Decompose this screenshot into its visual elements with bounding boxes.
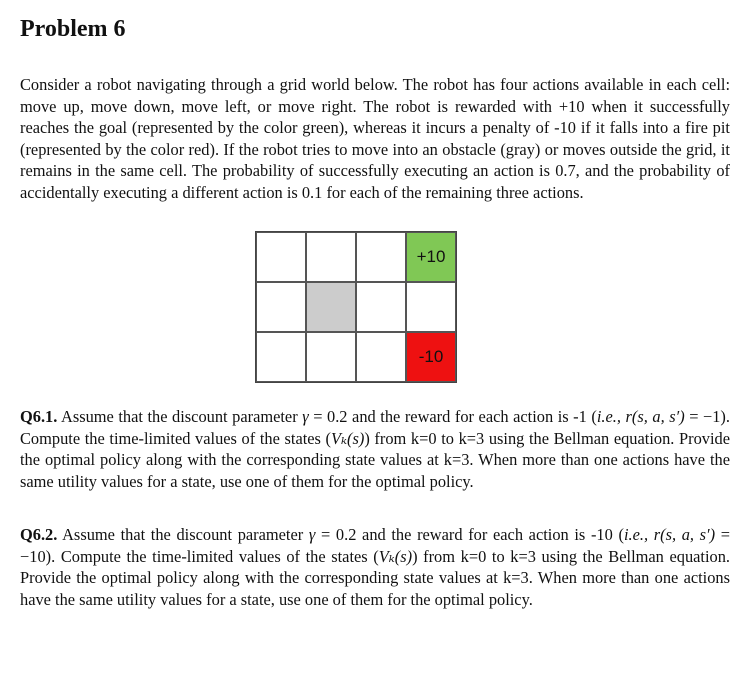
problem-title: Problem 6 xyxy=(20,16,126,42)
grid-cell-empty xyxy=(406,282,456,332)
grid-cell-goal: +10 xyxy=(406,232,456,282)
ie-text: i.e., xyxy=(623,525,649,544)
value-function: Vₖ(s) xyxy=(378,546,413,566)
question-label: Q6.2. xyxy=(20,525,58,544)
question-label: Q6.1. xyxy=(20,407,58,426)
grid-cell-empty xyxy=(356,232,406,282)
gamma-symbol: γ xyxy=(302,407,309,426)
grid-cell-empty xyxy=(256,332,306,382)
grid-cell-empty xyxy=(356,332,406,382)
question-text: = −10). Compute the time-limited values of the states ( xyxy=(20,525,730,566)
question-6-1 xyxy=(20,406,730,492)
question-text: Assume that the discount parameter xyxy=(57,407,303,426)
problem-page xyxy=(20,14,731,609)
question-text: ) from k=0 to k=3 using the Bellman equation. Provide the optimal policy along with the corresponding state values at k=3. When more than one actions have the same utility values for a state, use one of them for the optimal policy. xyxy=(20,546,731,609)
grid-cell-empty xyxy=(306,332,356,382)
reward-expression: r(s, a, s′) xyxy=(625,407,685,426)
question-text: ) from k=0 to k=3 using the Bellman equation. Provide the optimal policy along with the corresponding state values at k=3. When more than one actions have the same utility values for a state, use one of them for the optimal policy. xyxy=(20,428,730,491)
question-6-2 xyxy=(20,524,730,610)
question-text: = 0.2 and the reward for each action is -10 ( xyxy=(315,525,624,544)
gamma-symbol: γ xyxy=(308,525,316,544)
question-text: = −1). Compute the time-limited values of the states ( xyxy=(20,407,730,448)
value-function: Vₖ(s) xyxy=(331,428,365,448)
problem-intro: Consider a robot navigating through a grid world below. The robot has four actions available in each cell: move up, move down, move left, or move right. The robot is rewarded with +10 when it successfully reaches the goal (represented by the color green), whereas it incurs a penalty of -10 if it falls into a fire pit (represented by the color red). If the robot tries to move into an obstacle (gray) or moves outside the grid, it remains in the same cell. The probability of successfully executing an action is 0.7, and the probability of accidentally executing a different action is 0.1 for each of the remaining three actions. xyxy=(20,75,730,202)
grid-cell-empty xyxy=(256,282,306,332)
grid xyxy=(255,231,457,383)
grid-cell-fire: -10 xyxy=(406,332,456,382)
question-text: Assume that the discount parameter xyxy=(57,525,309,544)
grid-cell-obstacle xyxy=(306,282,356,332)
grid-world xyxy=(255,231,459,383)
grid-cell-empty xyxy=(256,232,306,282)
reward-expression: r(s, a, s′) xyxy=(653,525,716,544)
question-text: = 0.2 and the reward for each action is -1 ( xyxy=(308,407,597,426)
grid-cell-empty xyxy=(306,232,356,282)
ie-text: i.e., xyxy=(596,407,621,426)
grid-cell-empty xyxy=(356,282,406,332)
